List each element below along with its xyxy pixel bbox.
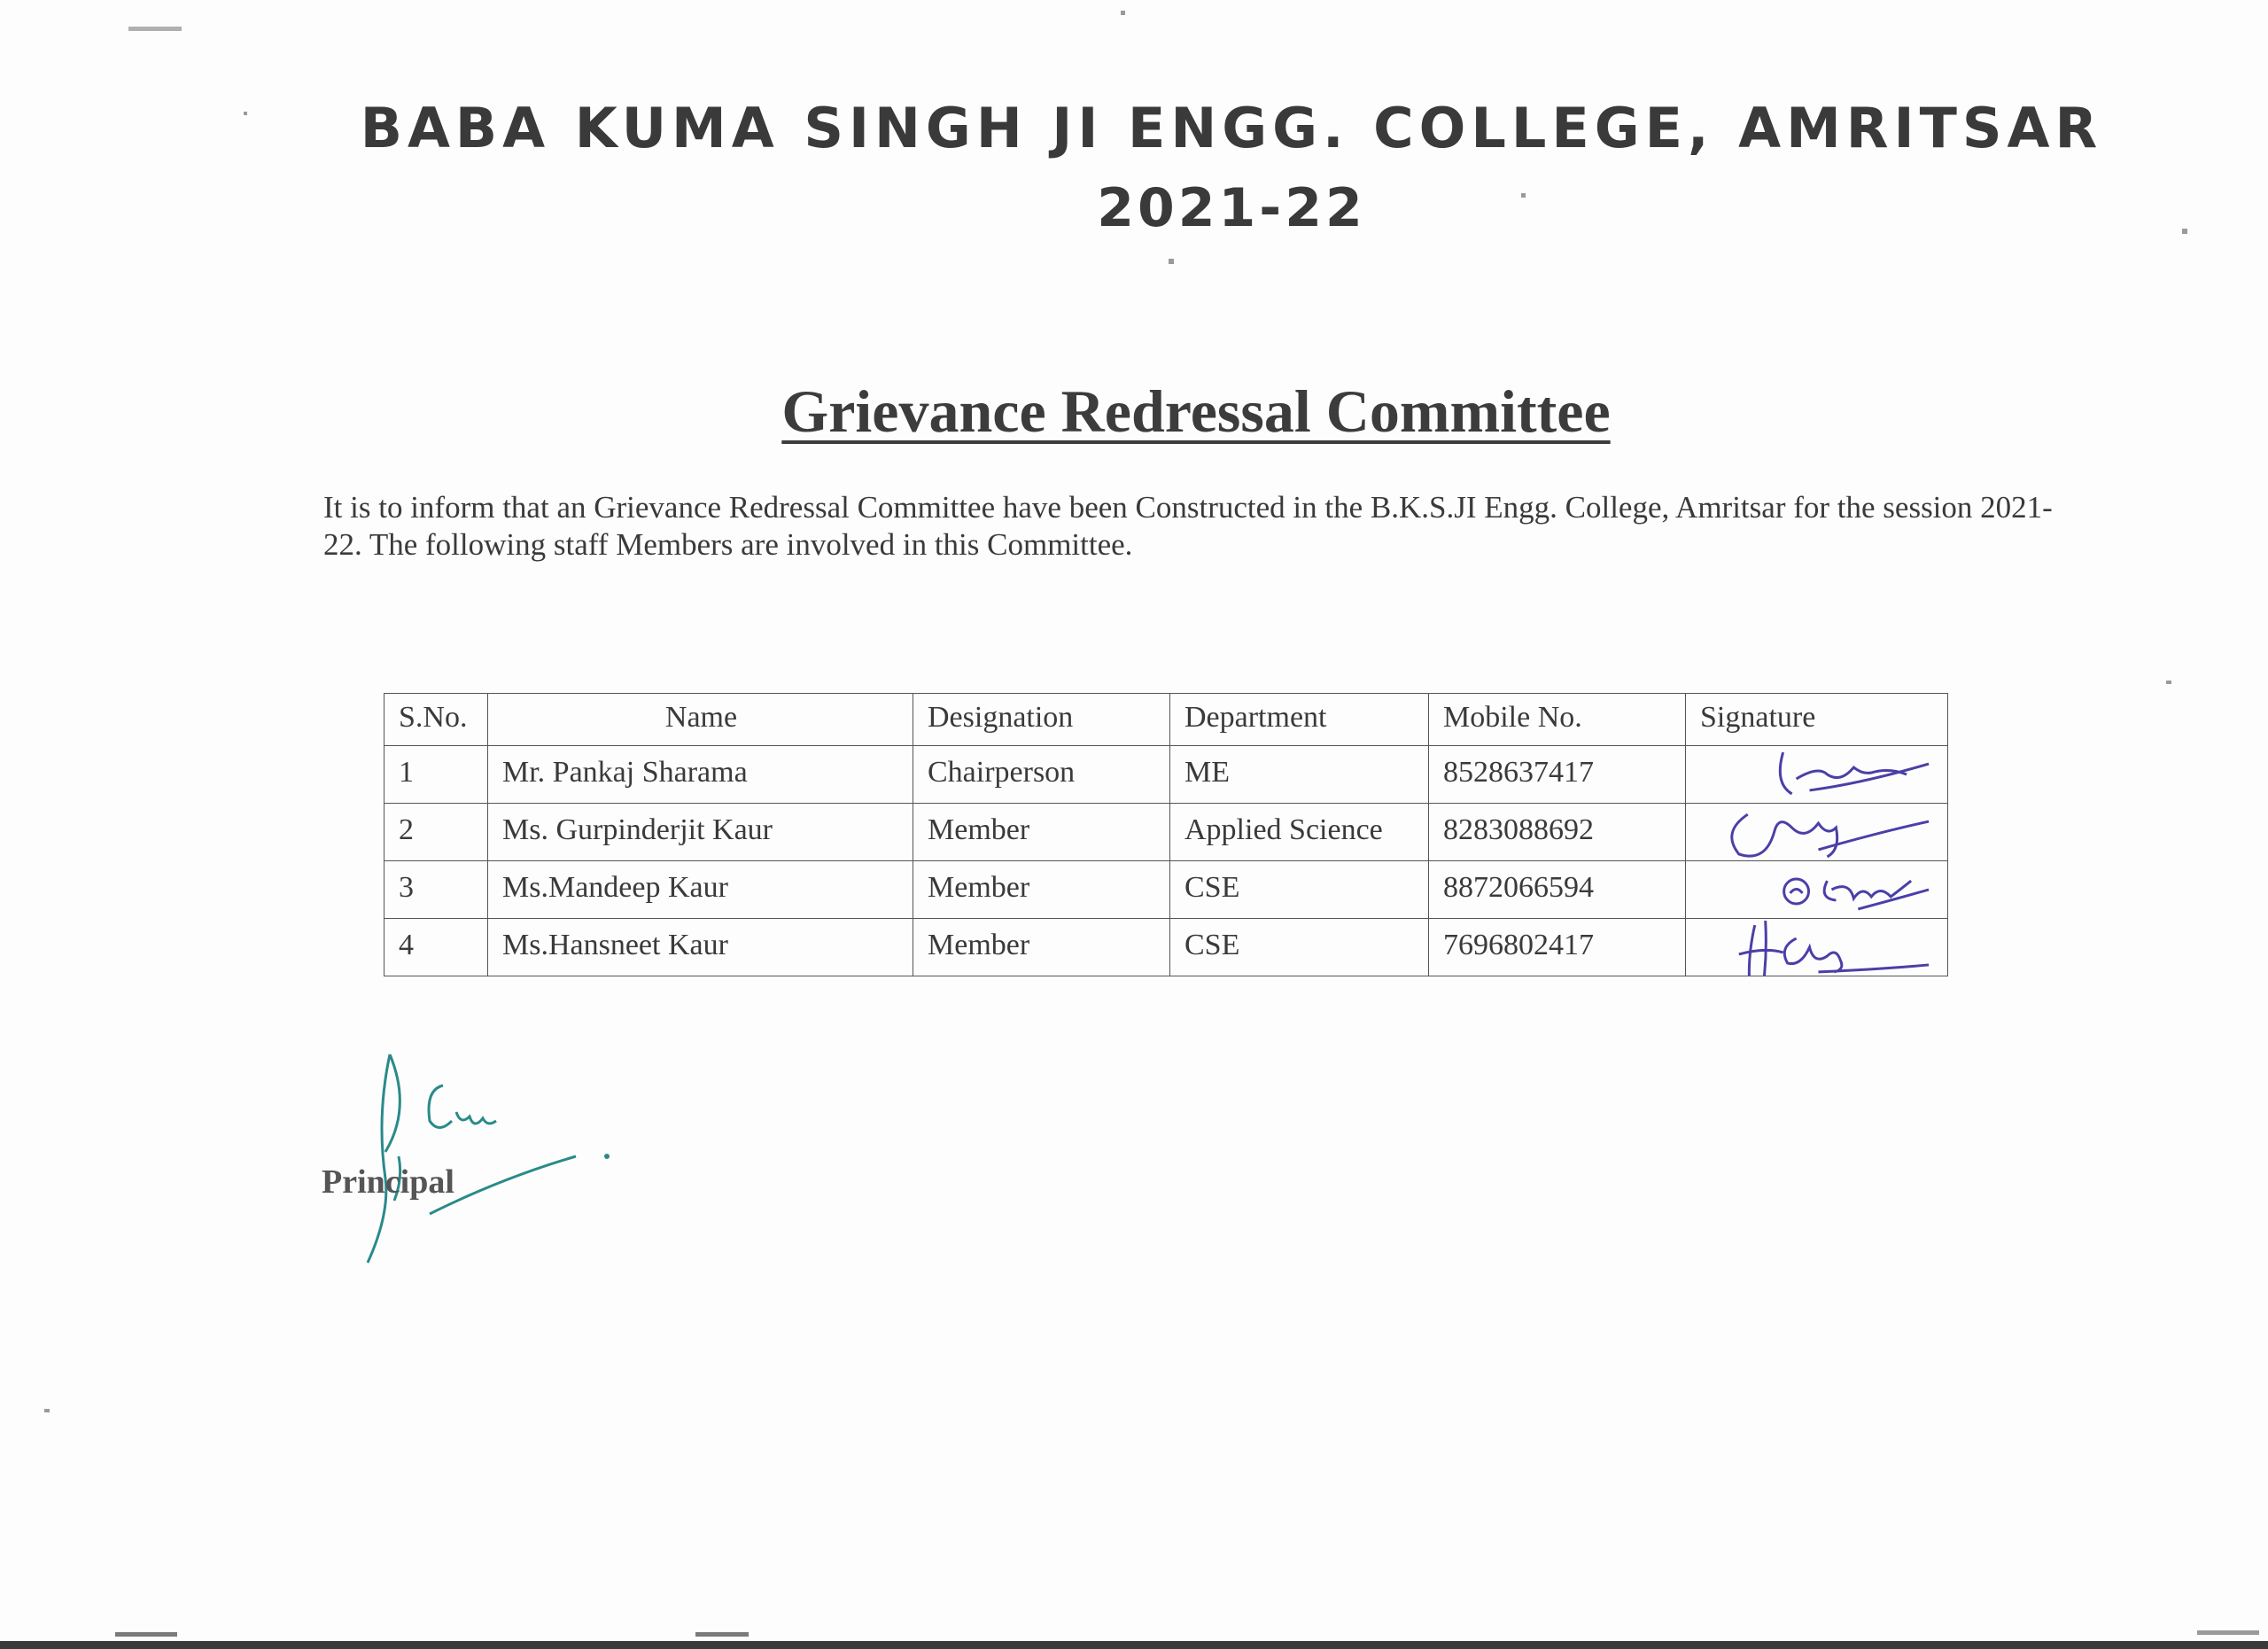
cell-sno: 4: [384, 919, 488, 976]
cell-designation: Member: [913, 919, 1170, 976]
signature-mark: [1686, 861, 1947, 918]
column-header-department: Department: [1170, 694, 1429, 746]
cell-name: Ms.Hansneet Kaur: [488, 919, 913, 976]
cell-sno: 1: [384, 746, 488, 804]
cell-department: ME: [1170, 746, 1429, 804]
college-name: BABA KUMA SINGH JI ENGG. COLLEGE, AMRITSAR: [360, 96, 2103, 160]
principal-signature: [350, 1046, 633, 1276]
table-row: [384, 919, 1948, 976]
table-row: [384, 804, 1948, 861]
cell-name: Ms. Gurpinderjit Kaur: [488, 804, 913, 861]
cell-signature: [1686, 804, 1948, 861]
column-header-designation: Designation: [913, 694, 1170, 746]
scan-speck: [44, 1409, 50, 1412]
table-header-row: [384, 694, 1948, 746]
intro-paragraph: It is to inform that an Grievance Redressal Committee have been Constructed in the B.K.S.JI Engg. College, Amritsar for the session 2021-22. The following staff Members are involved in this Committee.: [323, 490, 2053, 562]
scan-speck: [2197, 1630, 2259, 1635]
scan-speck: [2166, 681, 2171, 684]
cell-department: CSE: [1170, 919, 1429, 976]
scan-bottom-edge: [0, 1641, 2268, 1649]
cell-mobile: 7696802417: [1429, 919, 1686, 976]
scan-speck: [1169, 259, 1174, 264]
table-row: [384, 861, 1948, 919]
cell-designation: Member: [913, 804, 1170, 861]
session-year: 2021-22: [1097, 177, 1366, 239]
scan-speck: [128, 27, 182, 31]
principal-label: Principal: [322, 1163, 454, 1201]
cell-mobile: 8872066594: [1429, 861, 1686, 919]
signature-mark: [1686, 804, 1947, 860]
cell-sno: 2: [384, 804, 488, 861]
cell-designation: Chairperson: [913, 746, 1170, 804]
cell-signature: [1686, 861, 1948, 919]
cell-signature: [1686, 919, 1948, 976]
scan-speck: [1121, 11, 1125, 15]
signature-mark: [1686, 746, 1947, 803]
table-row: [384, 746, 1948, 804]
committee-heading: Grievance Redressal Committee: [781, 377, 1611, 445]
column-header-signature: Signature: [1686, 694, 1948, 746]
signature-mark: [1686, 919, 1947, 976]
scan-speck: [2182, 229, 2187, 234]
column-header-mobile: Mobile No.: [1429, 694, 1686, 746]
column-header-sno: S.No.: [384, 694, 488, 746]
cell-sno: 3: [384, 861, 488, 919]
members-table: [384, 693, 1948, 976]
cell-department: CSE: [1170, 861, 1429, 919]
scan-speck: [115, 1632, 177, 1637]
cell-mobile: 8528637417: [1429, 746, 1686, 804]
cell-mobile: 8283088692: [1429, 804, 1686, 861]
scan-speck: [695, 1632, 749, 1637]
cell-designation: Member: [913, 861, 1170, 919]
scan-speck: [1521, 193, 1526, 198]
cell-name: Ms.Mandeep Kaur: [488, 861, 913, 919]
cell-signature: [1686, 746, 1948, 804]
cell-department: Applied Science: [1170, 804, 1429, 861]
cell-name: Mr. Pankaj Sharama: [488, 746, 913, 804]
scan-speck: [244, 112, 247, 115]
column-header-name: Name: [488, 694, 913, 746]
